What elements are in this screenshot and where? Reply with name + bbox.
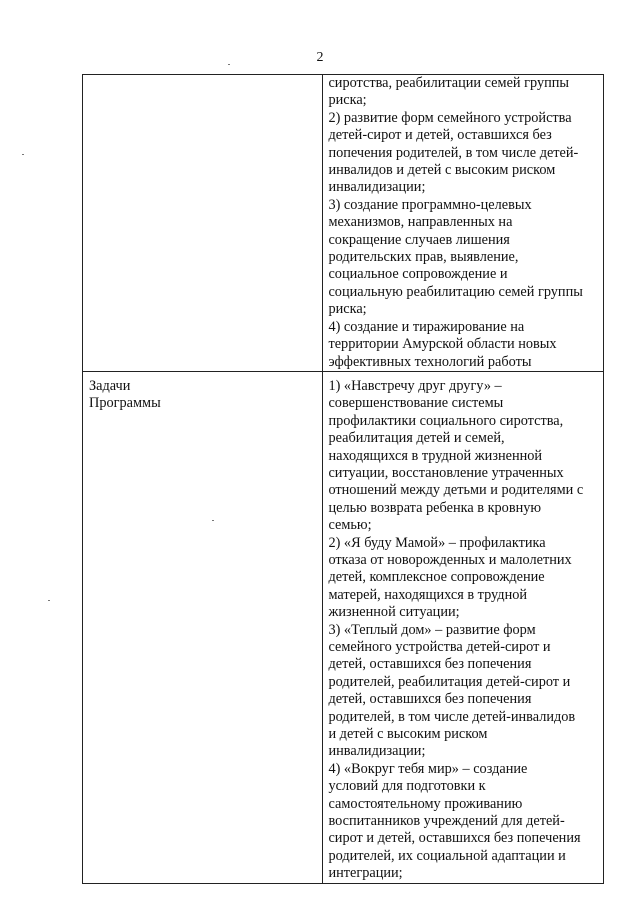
text-line: реабилитация детей и семей, [328, 430, 505, 447]
text-line: детей-сирот и детей, оставшихся без [328, 127, 552, 144]
row2-left-cell [83, 371, 323, 883]
text-line: целью возврата ребенка в кровную [328, 499, 542, 516]
text-line: воспитанников учреждений для детей- [328, 813, 565, 830]
text-line: совершенствование системы [328, 395, 504, 412]
text-line: матерей, находящихся в трудной [328, 586, 528, 603]
row1-right-text [328, 75, 603, 371]
text-line: профилактики социального сиротства, [328, 412, 564, 429]
text-line: инвалидизации; [328, 743, 426, 760]
text-line: попечения родителей, в том числе детей- [328, 144, 579, 161]
text-line: ситуации, восстановление утраченных [328, 464, 564, 481]
scan-speck [212, 520, 214, 521]
table-row [83, 75, 604, 372]
text-line: 4) создание и тиражирование на [328, 318, 525, 335]
text-line: семейного устройства детей-сирот и [328, 639, 551, 655]
text-line: социальное сопровождение и [328, 266, 508, 283]
text-line: инвалидизации; [328, 179, 426, 196]
page-number: 2 [316, 50, 324, 65]
text-line: 3) «Теплый дом» – развитие форм [328, 621, 536, 638]
text-line: детей, оставшихся без попечения [328, 656, 532, 673]
scan-speck [48, 600, 50, 601]
text-line: 3) создание программно-целевых [328, 196, 532, 213]
text-line: интеграции; [328, 865, 403, 882]
text-line: родителей, в том числе детей-инвалидов [328, 708, 576, 725]
text-line: родителей, реабилитация детей-сирот и [328, 673, 571, 690]
text-line: детей, оставшихся без попечения [328, 691, 532, 708]
text-line: семью; [328, 517, 372, 534]
row1-right-cell [323, 75, 604, 372]
text-line: сирот и детей, оставшихся без попечения [328, 830, 581, 847]
text-line: инвалидов и детей с высоким риском [328, 162, 556, 179]
text-line: жизненной ситуации; [328, 604, 460, 621]
program-table [82, 74, 604, 884]
text-line: родителей, их социальной адаптации и [328, 847, 566, 864]
section-label: Программы [89, 395, 161, 412]
text-line: риска; [328, 301, 367, 318]
text-line: 2) «Я буду Мамой» – профилактика [328, 534, 546, 551]
row2-right-text [328, 378, 603, 883]
scan-speck [22, 154, 24, 155]
section-label: Задачи [89, 377, 131, 394]
text-line: риска; [328, 92, 367, 109]
text-line: родительских прав, выявление, [328, 249, 519, 266]
text-line: механизмов, направленных на [328, 214, 513, 231]
scan-speck [228, 64, 230, 65]
text-line: эффективных технологий работы [328, 353, 532, 370]
text-line: 4) «Вокруг тебя мир» – создание [328, 760, 528, 777]
text-line: самостоятельному проживанию [328, 795, 523, 812]
text-line: 1) «Навстречу друг другу» – [328, 377, 502, 394]
text-line: детей, комплексное сопровождение [328, 569, 545, 586]
row2-right-cell [323, 371, 604, 883]
row1-left-cell [83, 75, 323, 372]
text-line: сиротства, реабилитации семей группы [328, 75, 570, 91]
text-line: территории Амурской области новых [328, 336, 557, 353]
text-line: 2) развитие форм семейного устройства [328, 109, 572, 126]
text-line: социальную реабилитацию семей группы [328, 283, 583, 300]
text-line: отказа от новорожденных и малолетних [328, 551, 572, 568]
text-line: и детей с высоким риском [328, 726, 488, 743]
text-line: отношений между детьми и родителями с [328, 482, 584, 499]
text-line: условий для подготовки к [328, 778, 486, 795]
table-row [83, 371, 604, 883]
text-line: находящихся в трудной жизненной [328, 447, 543, 464]
text-line: сокращение случаев лишения [328, 231, 510, 248]
